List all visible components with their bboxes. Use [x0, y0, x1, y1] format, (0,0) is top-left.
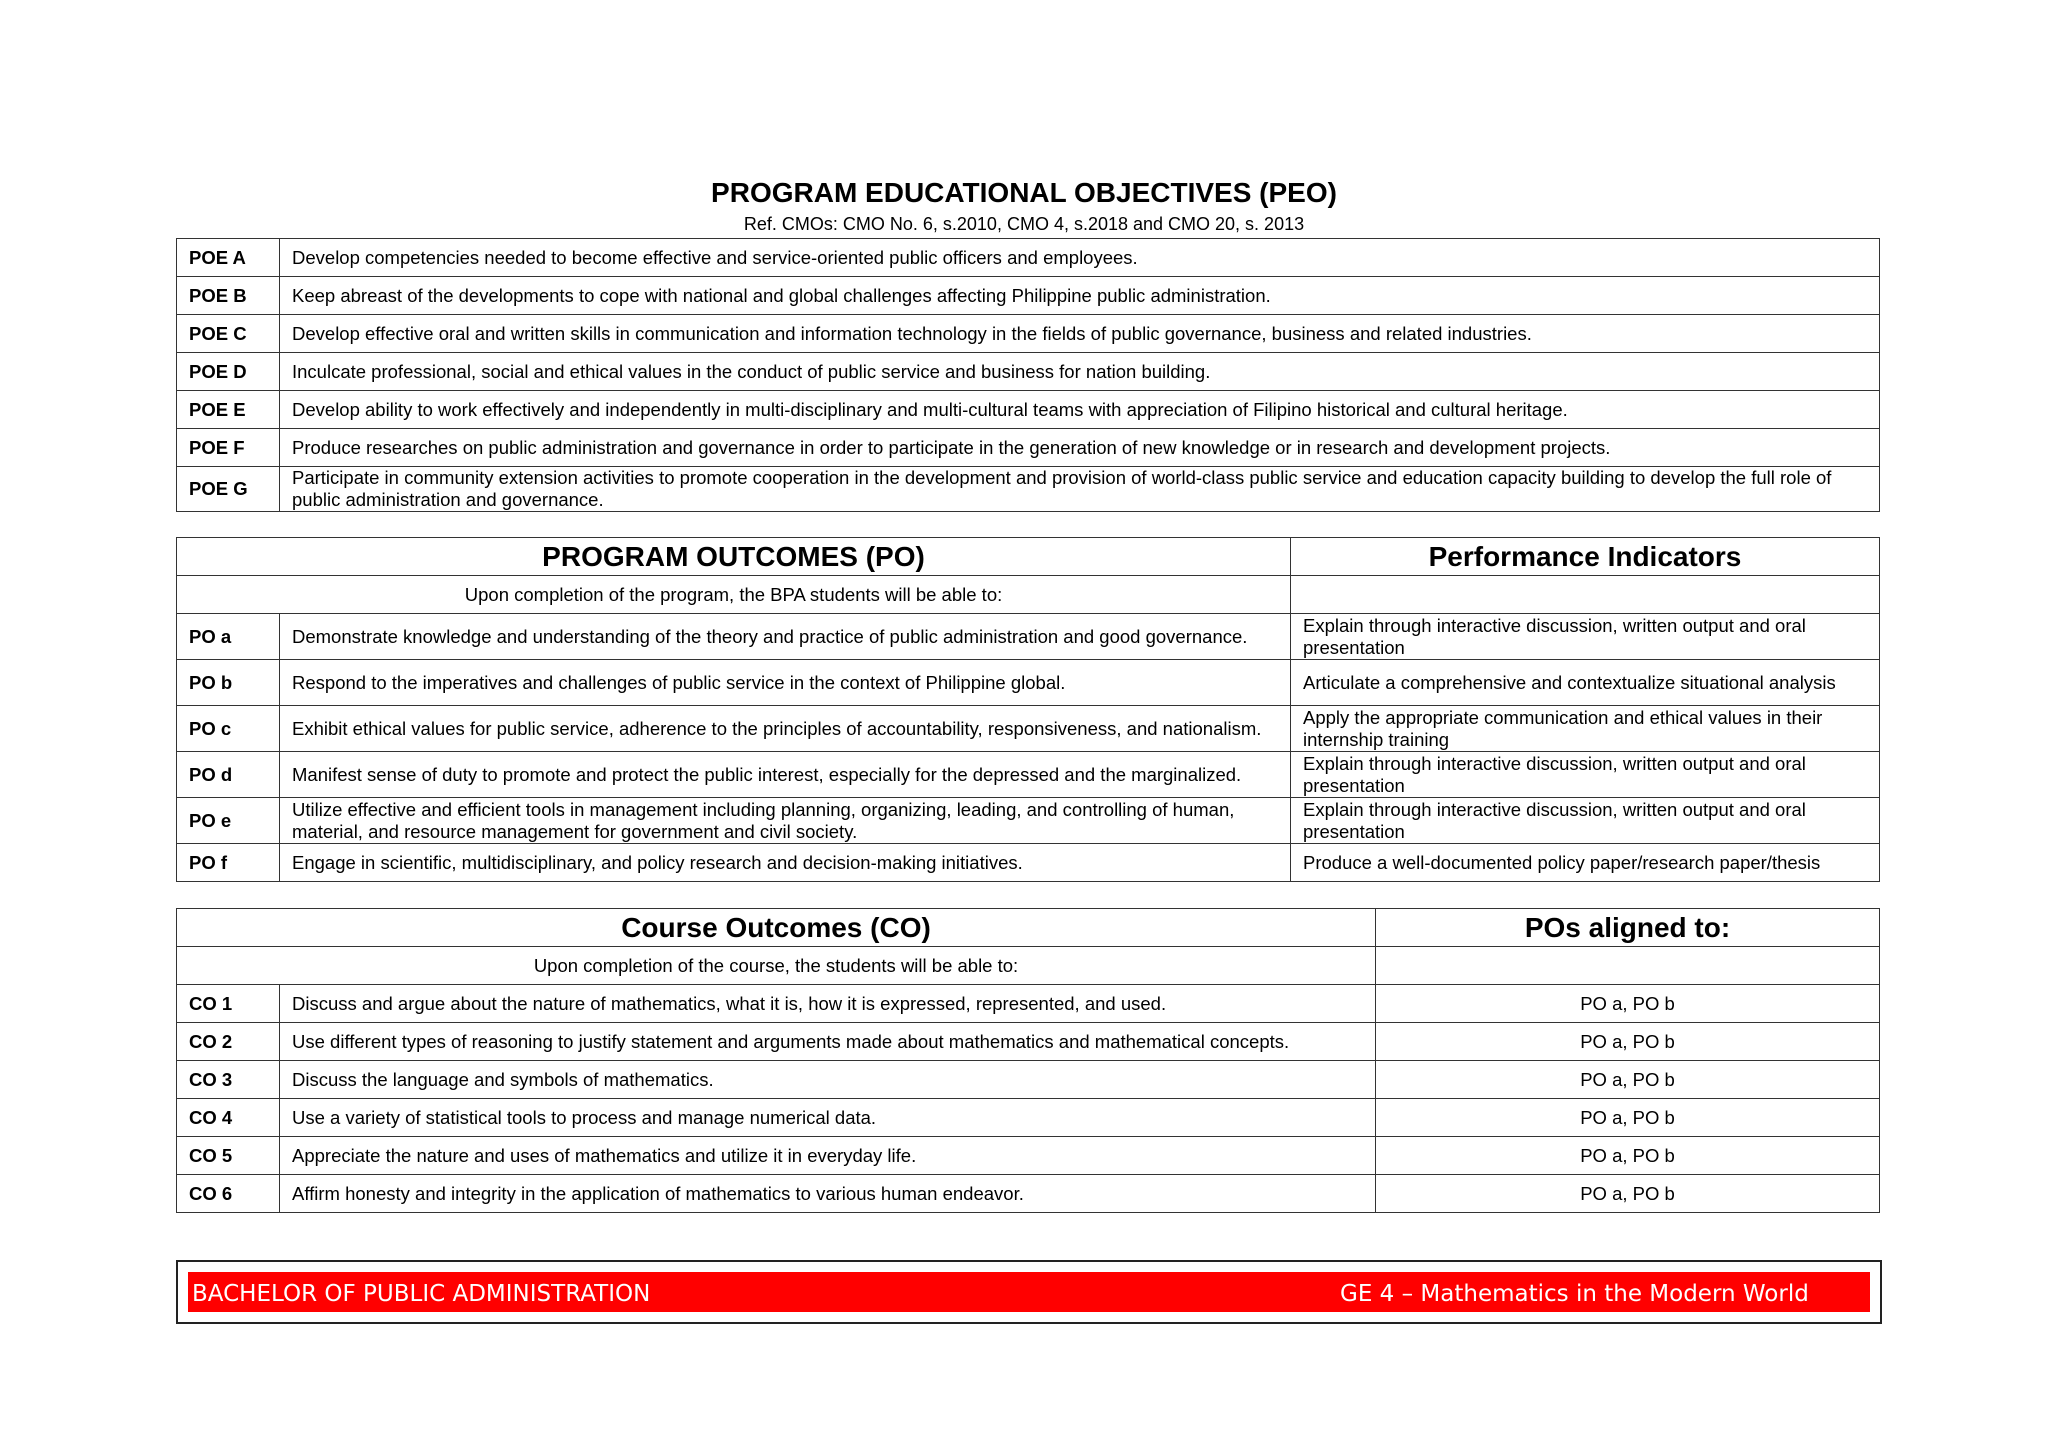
- po-title: PROGRAM OUTCOMES (PO): [177, 538, 1291, 576]
- table-row: [177, 844, 1880, 882]
- table-row: [177, 1099, 1880, 1137]
- peo-table: [176, 238, 1880, 512]
- co-aligned: PO a, PO b: [1376, 1175, 1880, 1213]
- peo-title: PROGRAM EDUCATIONAL OBJECTIVES (PEO): [711, 177, 1337, 208]
- po-table: [176, 537, 1880, 882]
- po-text: Exhibit ethical values for public service, adherence to the principles of accountability, responsiveness, and nationalism.: [280, 706, 1291, 752]
- peo-code: POE F: [177, 429, 280, 467]
- co-code: CO 2: [177, 1023, 280, 1061]
- po-text: Engage in scientific, multidisciplinary, and policy research and decision-making initiatives.: [280, 844, 1291, 882]
- po-indicator: Explain through interactive discussion, written output and oral presentation: [1291, 752, 1880, 798]
- table-row: [177, 614, 1880, 660]
- po-text: Utilize effective and efficient tools in management including planning, organizing, leading, and controlling of human, material, and resource management for government and civil society.: [280, 798, 1291, 844]
- co-aligned: PO a, PO b: [1376, 1137, 1880, 1175]
- table-row: [177, 1061, 1880, 1099]
- po-text: Demonstrate knowledge and understanding of the theory and practice of public administration and good governance.: [280, 614, 1291, 660]
- co-intro-row: [177, 947, 1880, 985]
- indicators-title: Performance Indicators: [1291, 538, 1880, 576]
- co-code: CO 4: [177, 1099, 280, 1137]
- peo-text: Participate in community extension activities to promote cooperation in the development and provision of world-class public service and education capacity building to develop the full role of public administration and governance.: [280, 467, 1880, 512]
- peo-code: POE A: [177, 239, 280, 277]
- table-row: [177, 391, 1880, 429]
- peo-code: POE C: [177, 315, 280, 353]
- footer-bar: [188, 1272, 1870, 1312]
- table-row: [177, 467, 1880, 512]
- po-indicator: Produce a well-documented policy paper/research paper/thesis: [1291, 844, 1880, 882]
- table-row: [177, 1023, 1880, 1061]
- co-header-row: [177, 909, 1880, 947]
- footer-program: BACHELOR OF PUBLIC ADMINISTRATION: [192, 1281, 651, 1307]
- po-header-row: [177, 538, 1880, 576]
- co-text: Use different types of reasoning to justify statement and arguments made about mathematics and mathematical concepts.: [280, 1023, 1376, 1061]
- peo-text: Inculcate professional, social and ethical values in the conduct of public service and business for nation building.: [280, 353, 1880, 391]
- peo-reference: Ref. CMOs: CMO No. 6, s.2010, CMO 4, s.2018 and CMO 20, s. 2013: [743, 214, 1305, 234]
- table-row: [177, 239, 1880, 277]
- co-code: CO 3: [177, 1061, 280, 1099]
- footer-course: GE 4 – Mathematics in the Modern World: [1340, 1281, 1809, 1307]
- peo-text: Produce researches on public administration and governance in order to participate in the generation of new knowledge or in research and development projects.: [280, 429, 1880, 467]
- co-aligned: PO a, PO b: [1376, 1099, 1880, 1137]
- po-text: Respond to the imperatives and challenges of public service in the context of Philippine global.: [280, 660, 1291, 706]
- peo-code: POE D: [177, 353, 280, 391]
- po-text: Manifest sense of duty to promote and protect the public interest, especially for the depressed and the marginalized.: [280, 752, 1291, 798]
- po-code: PO a: [177, 614, 280, 660]
- table-row: [177, 706, 1880, 752]
- po-code: PO c: [177, 706, 280, 752]
- table-row: [177, 798, 1880, 844]
- co-text: Appreciate the nature and uses of mathematics and utilize it in everyday life.: [280, 1137, 1376, 1175]
- table-row: [177, 277, 1880, 315]
- table-row: [177, 429, 1880, 467]
- co-aligned: PO a, PO b: [1376, 1023, 1880, 1061]
- footer: [176, 1260, 1882, 1324]
- co-aligned: PO a, PO b: [1376, 985, 1880, 1023]
- po-indicator: Articulate a comprehensive and contextualize situational analysis: [1291, 660, 1880, 706]
- po-intro-row: [177, 576, 1880, 614]
- co-title: Course Outcomes (CO): [177, 909, 1376, 947]
- aligned-title: POs aligned to:: [1376, 909, 1880, 947]
- co-intro: Upon completion of the course, the students will be able to:: [177, 947, 1376, 985]
- co-text: Discuss and argue about the nature of mathematics, what it is, how it is expressed, represented, and used.: [280, 985, 1376, 1023]
- table-row: [177, 985, 1880, 1023]
- co-code: CO 6: [177, 1175, 280, 1213]
- table-row: [177, 660, 1880, 706]
- po-code: PO d: [177, 752, 280, 798]
- peo-code: POE G: [177, 467, 280, 512]
- table-row: [177, 1175, 1880, 1213]
- empty-cell: [1376, 947, 1880, 985]
- co-code: CO 1: [177, 985, 280, 1023]
- table-row: [177, 752, 1880, 798]
- co-code: CO 5: [177, 1137, 280, 1175]
- co-text: Affirm honesty and integrity in the application of mathematics to various human endeavor.: [280, 1175, 1376, 1213]
- po-intro: Upon completion of the program, the BPA students will be able to:: [177, 576, 1291, 614]
- peo-text: Develop competencies needed to become effective and service-oriented public officers and employees.: [280, 239, 1880, 277]
- po-code: PO f: [177, 844, 280, 882]
- po-indicator: Apply the appropriate communication and ethical values in their internship training: [1291, 706, 1880, 752]
- peo-code: POE E: [177, 391, 280, 429]
- peo-text: Keep abreast of the developments to cope with national and global challenges affecting Philippine public administration.: [280, 277, 1880, 315]
- peo-code: POE B: [177, 277, 280, 315]
- po-code: PO b: [177, 660, 280, 706]
- table-row: [177, 315, 1880, 353]
- peo-text: Develop effective oral and written skills in communication and information technology in the fields of public governance, business and related industries.: [280, 315, 1880, 353]
- co-table: [176, 908, 1880, 1213]
- co-text: Use a variety of statistical tools to process and manage numerical data.: [280, 1099, 1376, 1137]
- peo-text: Develop ability to work effectively and independently in multi-disciplinary and multi-cultural teams with appreciation of Filipino historical and cultural heritage.: [280, 391, 1880, 429]
- table-row: [177, 1137, 1880, 1175]
- co-text: Discuss the language and symbols of mathematics.: [280, 1061, 1376, 1099]
- po-indicator: Explain through interactive discussion, written output and oral presentation: [1291, 614, 1880, 660]
- co-aligned: PO a, PO b: [1376, 1061, 1880, 1099]
- table-row: [177, 353, 1880, 391]
- po-code: PO e: [177, 798, 280, 844]
- empty-cell: [1291, 576, 1880, 614]
- po-indicator: Explain through interactive discussion, written output and oral presentation: [1291, 798, 1880, 844]
